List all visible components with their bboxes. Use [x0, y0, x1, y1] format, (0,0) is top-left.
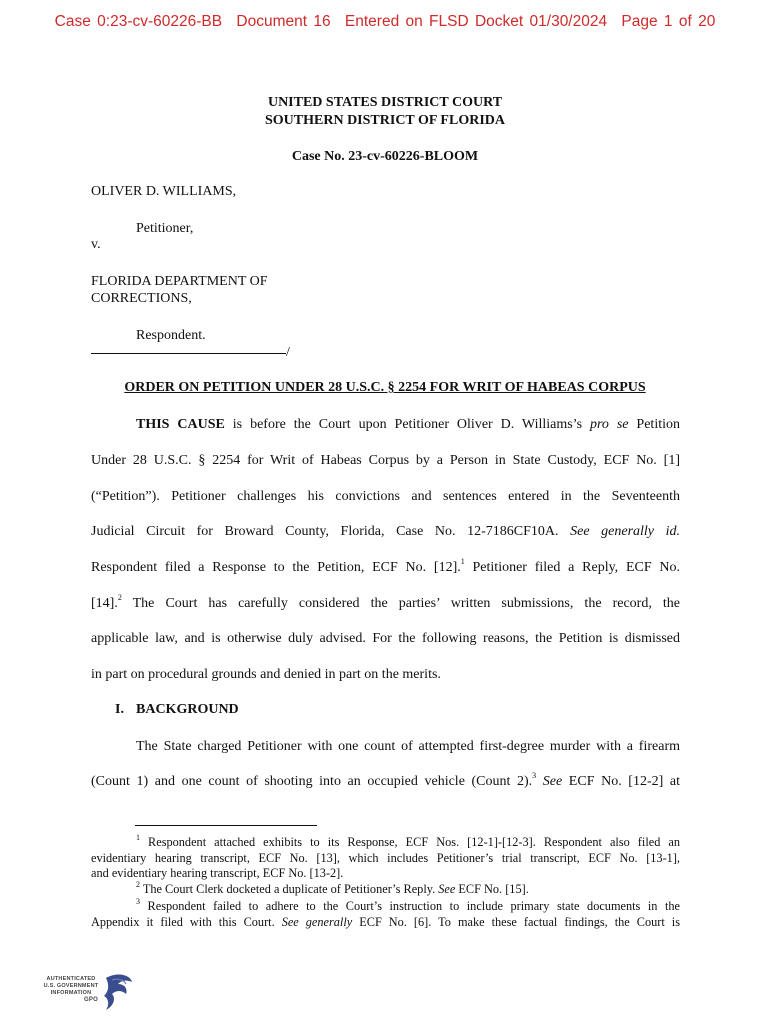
p2-l2-text-b: ECF No. [12-2] at	[562, 774, 680, 789]
footnote-2-text-b: ECF No. [15].	[455, 882, 529, 896]
footnote-2-italic: See	[438, 882, 456, 896]
body-p1-line4	[91, 523, 680, 540]
p1-l4-italic: See generally id.	[570, 524, 681, 539]
footnote-1-number: 1	[136, 832, 140, 842]
section-title: BACKGROUND	[136, 702, 239, 717]
p2-l2-text-a: (Count 1) and one count of shooting into an occupied vehicle (Count 2).	[91, 774, 533, 789]
caption-slash: /	[286, 345, 290, 360]
footnote-3-number: 3	[136, 896, 140, 906]
header-document: Document 16	[236, 13, 331, 30]
order-title: ORDER ON PETITION UNDER 28 U.S.C. § 2254 FOR WRIT OF HABEAS CORPUS	[124, 380, 646, 395]
court-name-line2: SOUTHERN DISTRICT OF FLORIDA	[265, 113, 505, 128]
footnote-1-line1	[136, 832, 680, 850]
footnote-ref-3[interactable]: 3	[532, 771, 537, 781]
footnote-1-text-1: Respondent attached exhibits to its Response, ECF Nos. [12-1]-[12-3]. Respondent also filed an	[140, 835, 680, 849]
logo-line4: GPO	[84, 997, 98, 1003]
petitioner-name: OLIVER D. WILLIAMS,	[91, 184, 237, 199]
p1-l1-italic: pro se	[589, 417, 629, 432]
footnote-3-line1	[136, 896, 680, 914]
p1-l6-text-a: [14].	[91, 596, 118, 611]
versus: v.	[91, 237, 101, 252]
logo-line3: INFORMATION	[50, 990, 92, 996]
footnote-3-italic: See generally	[281, 915, 353, 929]
header-entered: Entered on FLSD Docket 01/30/2024	[344, 13, 608, 30]
this-cause: THIS CAUSE	[136, 417, 225, 432]
caption-underline	[91, 343, 286, 354]
footnote-divider	[135, 825, 317, 826]
body-p1-line1	[91, 416, 680, 433]
body-p1-line5	[91, 559, 680, 576]
body-p1-line3: (“Petition”). Petitioner challenges his convictions and sentences entered in the Seventeenth	[91, 489, 680, 504]
footnote-1-line3: and evidentiary hearing transcript, ECF No. [13-2].	[91, 866, 344, 880]
footnote-3-text-2a: Appendix it filed with this Court.	[91, 915, 282, 929]
p1-l1-text-b: Petition	[628, 417, 680, 432]
respondent-line2: CORRECTIONS,	[91, 291, 192, 306]
footnote-2-text-a: The Court Clerk docketed a duplicate of Petitioner’s Reply.	[140, 882, 439, 896]
header-page: Page 1 of 20	[621, 13, 716, 30]
case-number: Case No. 23-cv-60226-BLOOM	[291, 149, 479, 164]
body-p1-line2: Under 28 U.S.C. § 2254 for Writ of Habeas Corpus by a Person in State Custody, ECF No. [1]	[91, 453, 680, 468]
docket-header	[0, 13, 770, 31]
footnote-3-line2	[91, 915, 680, 930]
court-name-line1: UNITED STATES DISTRICT COURT	[267, 95, 503, 110]
header-case: Case 0:23-cv-60226-BB	[54, 13, 223, 30]
respondent-role: Respondent.	[136, 328, 206, 343]
section-number: I.	[115, 702, 124, 717]
body-p1-line7: applicable law, and is otherwise duly advised. For the following reasons, the Petition is dismissed	[91, 631, 680, 646]
gpo-authentication-logo	[40, 972, 135, 1017]
logo-line2: U.S. GOVERNMENT	[43, 983, 99, 989]
body-p2-line2	[91, 773, 680, 790]
body-p1-line8: in part on procedural grounds and denied in part on the merits.	[91, 667, 441, 682]
body-p2-line1: The State charged Petitioner with one count of attempted first-degree murder with a firearm	[136, 739, 680, 754]
logo-line1: AUTHENTICATED	[46, 976, 96, 982]
respondent-line1: FLORIDA DEPARTMENT OF	[91, 274, 268, 289]
footnote-ref-2[interactable]: 2	[117, 593, 122, 603]
body-p1-line6	[91, 595, 680, 612]
footnote-1-line2: evidentiary hearing transcript, ECF No. [13], which includes Petitioner’s trial transcript, ECF No. [13-1],	[91, 851, 680, 865]
footnote-ref-1[interactable]: 1	[460, 557, 465, 567]
footnote-3-text-1: Respondent failed to adhere to the Court’s instruction to include primary state documents in the	[140, 899, 680, 913]
footnote-3-text-2b: ECF No. [6]. To make these factual findings, the Court is	[352, 915, 681, 929]
p1-l5-text-b: Petitioner filed a Reply, ECF No.	[464, 560, 681, 575]
footnote-2-number: 2	[136, 879, 140, 889]
p1-l6-text-b: The Court has carefully considered the parties’ written submissions, the record, the	[121, 596, 680, 611]
footnote-2	[136, 879, 529, 897]
petitioner-role: Petitioner,	[136, 221, 194, 236]
p1-l5-text-a: Respondent filed a Response to the Petition, ECF No. [12].	[91, 560, 461, 575]
gpo-eagle-icon	[98, 972, 138, 1017]
p1-l1-text-a: is before the Court upon Petitioner Oliver D. Williams’s	[224, 417, 590, 432]
p1-l4-text: Judicial Circuit for Broward County, Florida, Case No. 12-7186CF10A.	[91, 524, 571, 539]
p2-l2-italic: See	[536, 774, 563, 789]
